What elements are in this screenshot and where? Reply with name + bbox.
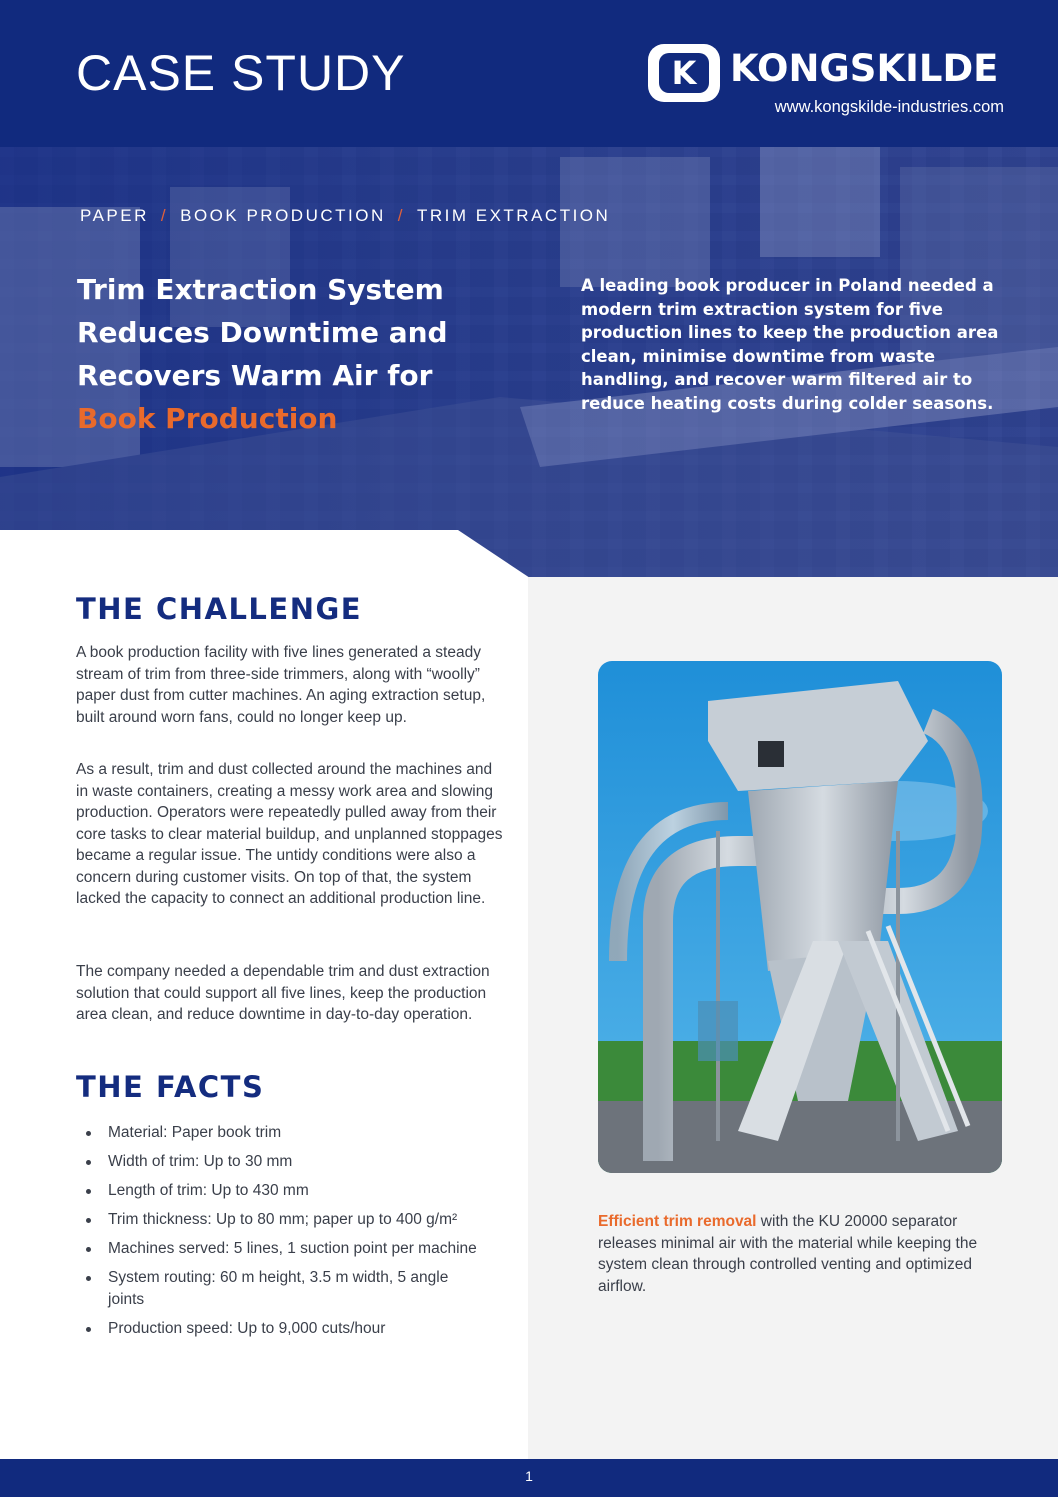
logo-mark-icon: [648, 44, 720, 102]
ku20000-separator-image: [598, 661, 1002, 1173]
caption-lead: Efficient trim removal: [598, 1213, 757, 1230]
separator-photo: [598, 661, 1002, 1173]
hero-title-accent: Book Production: [77, 402, 338, 435]
photo-caption: [598, 1211, 998, 1297]
breadcrumb-item[interactable]: TRIM EXTRACTION: [416, 206, 611, 225]
fact-item: Trim thickness: Up to 80 mm; paper up to 400 g/m²: [86, 1209, 486, 1231]
facts-heading: THE FACTS: [76, 1070, 265, 1104]
challenge-paragraph: The company needed a dependable trim and dust extraction solution that could support all five lines, keep the production area clean, and reduce downtime in day-to-day operation.: [76, 963, 490, 1023]
fact-item: System routing: 60 m height, 3.5 m width, 5 angle joints: [86, 1267, 486, 1311]
doc-type-title: CASE STUDY: [76, 45, 406, 101]
hero-intro: A leading book producer in Poland needed a modern trim extraction system for five production lines to keep the production area clean, minimise downtime from waste handling, and recover warm filtered air to reduce heating costs during colder seasons.: [581, 276, 999, 413]
breadcrumb: [80, 206, 610, 226]
fact-item: Production speed: Up to 9,000 cuts/hour: [86, 1318, 486, 1340]
breadcrumb-separator: /: [397, 206, 405, 225]
breadcrumb-item[interactable]: PAPER: [80, 206, 149, 225]
breadcrumb-separator: /: [160, 206, 169, 225]
facts-list: [86, 1122, 486, 1347]
fact-item: Machines served: 5 lines, 1 suction point per machine: [86, 1238, 486, 1260]
challenge-paragraph: As a result, trim and dust collected around the machines and in waste containers, creating a messy work area and slowing production. Operators were repeatedly pulled away from their core tasks to clear material buildup, and unplanned stoppages became a regular issue. The untidy conditions were also a concern during customer visits. On top of that, the system lacked the capacity to connect an additional production line.: [76, 761, 503, 907]
fact-item: Material: Paper book trim: [86, 1122, 486, 1144]
breadcrumb-item[interactable]: BOOK PRODUCTION: [180, 206, 386, 225]
challenge-heading: THE CHALLENGE: [76, 592, 363, 626]
hero-title-main: Trim Extraction System Reduces Downtime and Recovers Warm Air for: [77, 273, 448, 392]
logo-letter: K: [659, 53, 709, 93]
website-link[interactable]: www.kongskilde-industries.com: [774, 98, 1004, 116]
kongskilde-logo[interactable]: [648, 44, 1008, 118]
hero-cut-shape: [0, 530, 530, 578]
challenge-paragraph: A book production facility with five lines generated a steady stream of trim from three-side trimmers, along with “woolly” paper dust from cutter machines. An aging extraction setup, built around worn fans, could no longer keep up.: [76, 644, 486, 726]
logo-wordmark: KONGSKILDE: [730, 47, 999, 90]
fact-item: Width of trim: Up to 30 mm: [86, 1151, 486, 1173]
page-number: 1: [525, 1468, 533, 1484]
fact-item: Length of trim: Up to 430 mm: [86, 1180, 486, 1202]
hero-title: [77, 268, 517, 440]
caption-text: with the KU 20000 separator releases minimal air with the material while keeping the system clean through controlled venting and optimized airflow.: [598, 1213, 978, 1295]
